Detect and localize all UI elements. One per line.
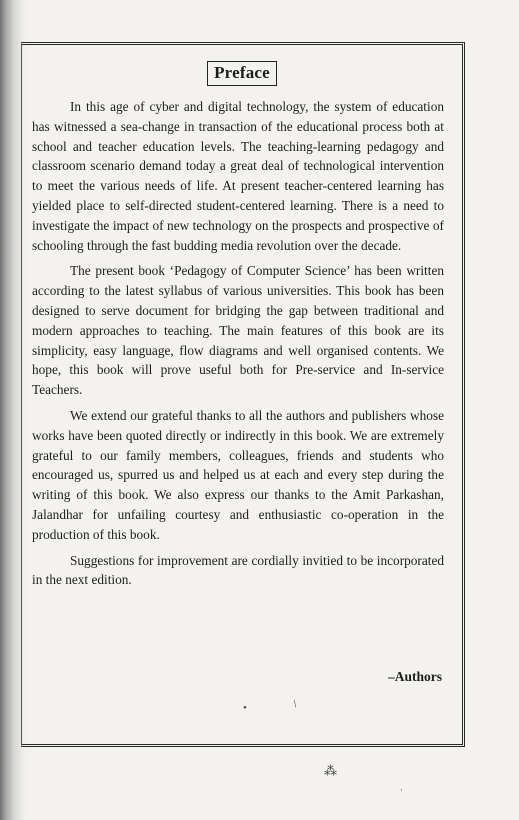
paragraph-1: In this age of cyber and digital technology, the system of education has witnessed a sea-change in transaction of the educational process both at school and teacher education levels. The teaching-learning pedagogy and classroom scenario demand today a great deal of technological intervention to meet the various needs of life. At present teacher-centered learning has yielded place to self-directed student-centered learning. There is a need to investigate the impact of new technology on the prospects and prospective of schooling through the fast budding media revolution over the decade. (32, 99, 444, 253)
preface-body (32, 97, 444, 596)
page-title: Preface (207, 61, 277, 86)
paragraph-2: The present book ‘Pedagogy of Computer Science’ has been written according to the latest syllabus of various universities. This book has been designed to serve document for bridging the gap between traditional and modern approaches to teaching. The main features of this book are its simplicity, easy language, flow diagrams and well organised contents. We hope, this book will prove useful both for Pre-service and In-service Teachers. (32, 263, 444, 398)
signature: –Authors (387, 669, 442, 684)
ink-speck: • (243, 702, 247, 714)
ink-speck: ⁂ (324, 763, 337, 778)
paragraph-3: We extend our grateful thanks to all the authors and publishers whose works have been quoted directly or indirectly in this book. We are extremely grateful to our family members, colleagues, friends and students who encouraged us, spurred us and helped us at each and every step during the writing of this book. We also express our thanks to the Amit Parkashan, Jalandhar for unfailing courtesy and enthusiastic co-operation in the production of this book. (32, 407, 444, 542)
page-border (21, 42, 465, 747)
ink-speck: · (400, 785, 403, 795)
paragraph-4: Suggestions for improvement are cordially invitied to be incorporated in the next edition. (32, 552, 444, 588)
ink-speck: / (290, 698, 300, 711)
heading-container (22, 61, 462, 86)
